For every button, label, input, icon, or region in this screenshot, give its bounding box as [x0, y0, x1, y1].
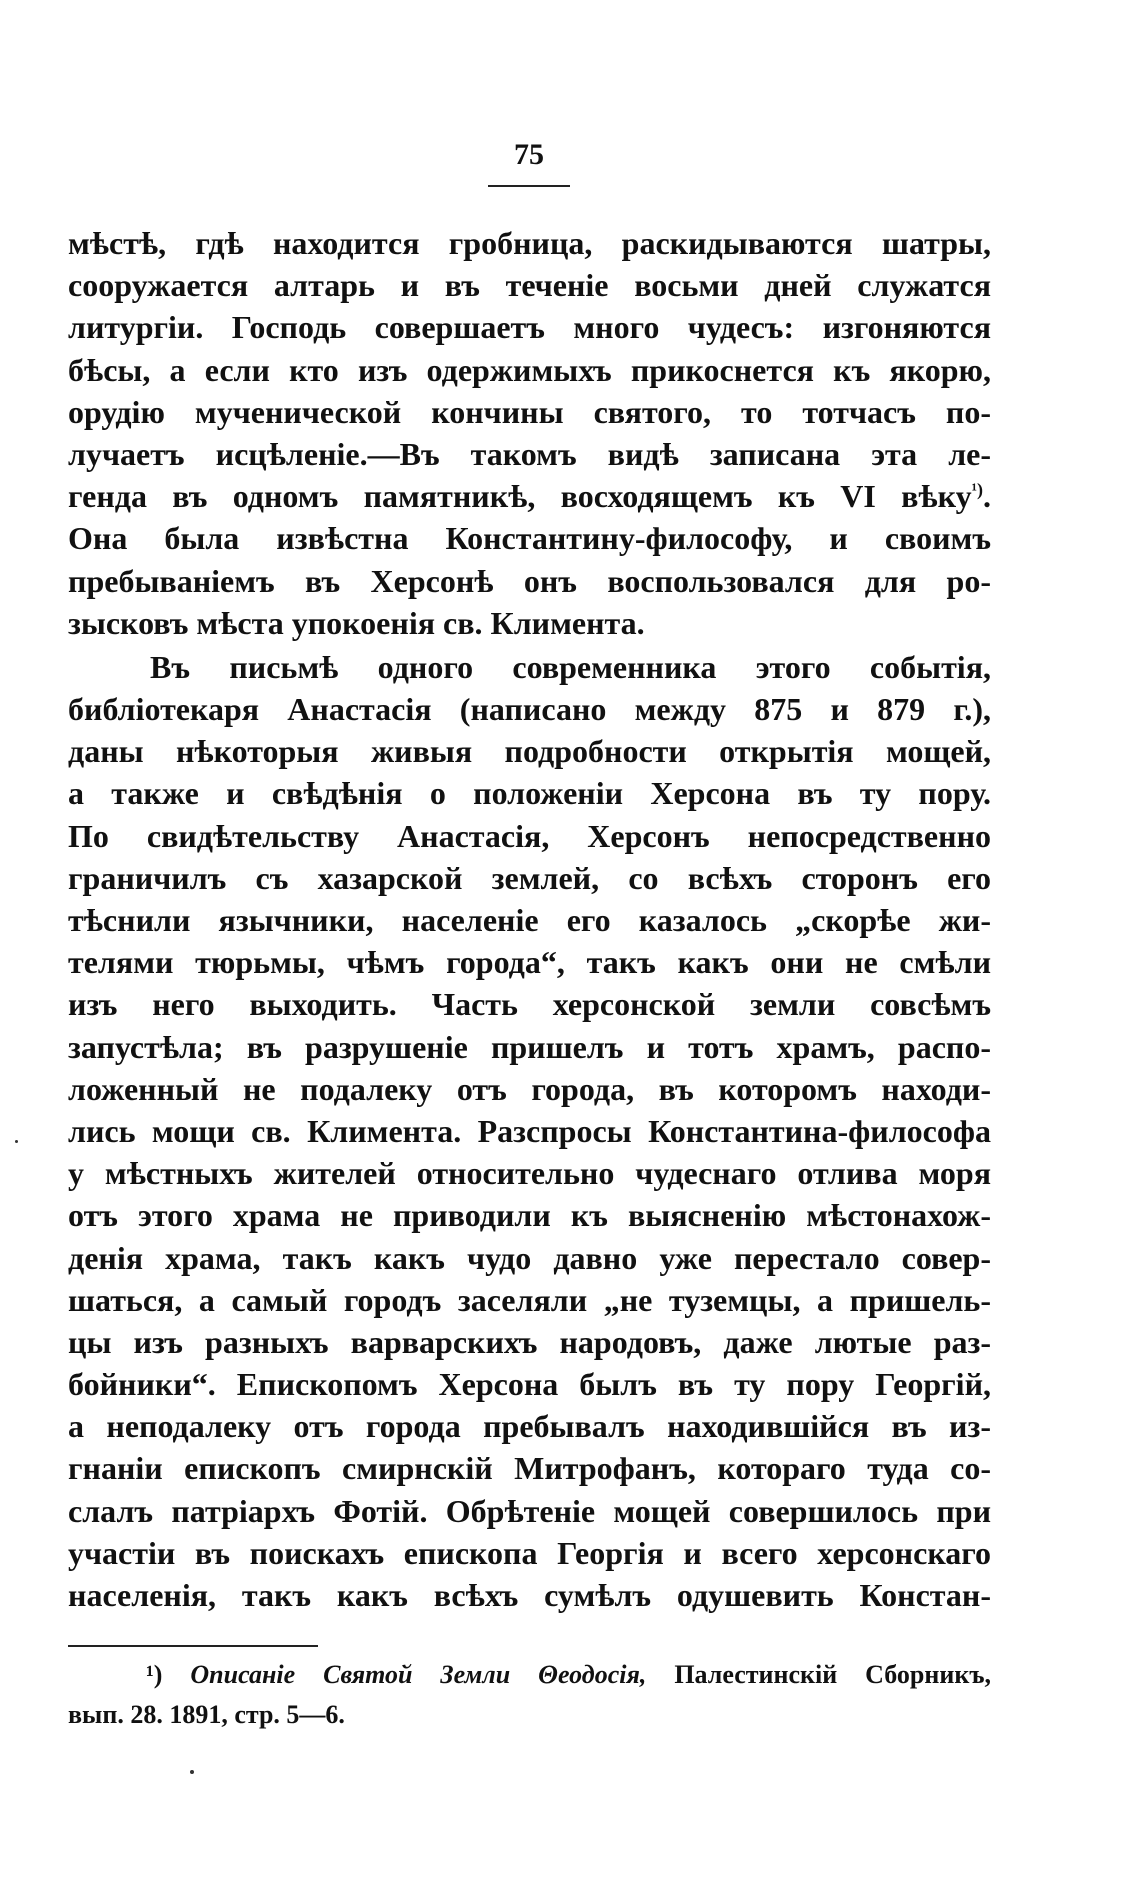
body-text — [68, 222, 991, 1616]
text-line: граничилъ съ хазарской землей, со всѣхъ сторонъ его — [68, 859, 991, 896]
text-line: лись мощи св. Климента. Разспросы Константина-философа — [68, 1112, 991, 1149]
text-line: бѣсы, а если кто изъ одержимыхъ прикоснется къ якорю, — [68, 351, 991, 388]
text-line: населенія, такъ какъ всѣхъ сумѣлъ одушевить Констан- — [68, 1577, 991, 1613]
text-line: лучаетъ исцѣленіе.—Въ такомъ видѣ записана эта ле- — [68, 435, 991, 472]
text-line: телями тюрьмы, чѣмъ города“, такъ какъ они не смѣли — [68, 944, 991, 981]
text-line: пребываніемъ въ Херсонѣ онъ воспользовался для ро- — [68, 562, 991, 599]
text-line: мѣстѣ, гдѣ находится гробница, раскидываются шатры, — [68, 225, 991, 261]
page-number-rule — [488, 185, 570, 187]
text-line: у мѣстныхъ жителей относительно чудеснаго отлива моря — [68, 1155, 991, 1192]
text-line: отъ этого храма не приводили къ выясненію мѣстонахож- — [68, 1197, 991, 1234]
text-line: даны нѣкоторыя живыя подробности открытія мощей, — [68, 733, 991, 770]
scan-speck — [15, 1140, 18, 1143]
text-line: Въ письмѣ одного современника этого событія, — [150, 648, 991, 685]
text-line: цы изъ разныхъ варварскихъ народовъ, даже лютые раз- — [68, 1323, 991, 1360]
text-line: орудію мученической кончины святого, то тотчасъ по- — [68, 393, 991, 430]
text-line: а неподалеку отъ города пребывалъ находившійся въ из- — [68, 1408, 991, 1445]
text-line: Она была извѣстна Константину-философу, и своимъ — [68, 520, 991, 557]
text-line: По свидѣтельству Анастасія, Херсонъ непосредственно — [68, 817, 991, 854]
footnote-marker: ¹) — [146, 1660, 163, 1689]
text-line-with-footnote-ref: генда въ одномъ памятникѣ, восходящемъ къ VI вѣку$^{^1)}$. — [68, 478, 991, 515]
footnote-source: Палестинскій Сборникъ, — [674, 1660, 991, 1689]
text-line: зысковъ мѣста упокоенія св. Климента. — [68, 604, 645, 641]
footnote-title: Описаніе Святой Земли Θеодосія, — [190, 1660, 647, 1689]
scan-speck — [190, 1770, 194, 1774]
page-number: 75 — [514, 138, 544, 171]
footnote-reference: ¹) — [971, 479, 983, 500]
footnote-line — [68, 1655, 991, 1695]
text-line: слалъ патріархъ Фотій. Обрѣтеніе мощей совершилось при — [68, 1492, 991, 1529]
text-line: ложенный не подалеку отъ города, въ которомъ находи- — [68, 1070, 991, 1107]
text-line-content: генда въ одномъ памятникѣ, восходящемъ къ VI вѣку — [68, 478, 972, 515]
text-line: гнаніи епископъ смирнскій Митрофанъ, котораго туда со- — [68, 1450, 991, 1487]
footnote — [68, 1655, 991, 1735]
text-line: библіотекаря Анастасія (написано между 875 и 879 г.), — [68, 691, 991, 728]
text-line: литургіи. Господь совершаетъ много чудесъ: изгоняются — [68, 309, 991, 346]
text-line: запустѣла; въ разрушеніе пришелъ и тотъ храмъ, распо- — [68, 1028, 991, 1065]
text-line: денія храма, такъ какъ чудо давно уже перестало совер- — [68, 1239, 991, 1276]
footnote-rule — [68, 1645, 318, 1647]
text-line: шаться, а самый городъ заселяли „не туземцы, а пришель- — [68, 1281, 991, 1318]
text-line: сооружается алтарь и въ теченіе восьми дней служатся — [68, 267, 991, 304]
text-line: изъ него выходить. Часть херсонской земли совсѣмъ — [68, 986, 991, 1023]
footnote-line: вып. 28. 1891, стр. 5—6. — [68, 1700, 345, 1729]
text-line: бойники“. Епископомъ Херсона былъ въ ту пору Георгій, — [68, 1366, 991, 1403]
text-line: а также и свѣдѣнія о положеніи Херсона въ ту пору. — [68, 775, 991, 812]
text-line: участіи въ поискахъ епископа Георгія и всего херсонскаго — [68, 1534, 991, 1571]
text-line: тѣснили язычники, населеніе его казалось „скорѣе жи- — [68, 902, 991, 938]
